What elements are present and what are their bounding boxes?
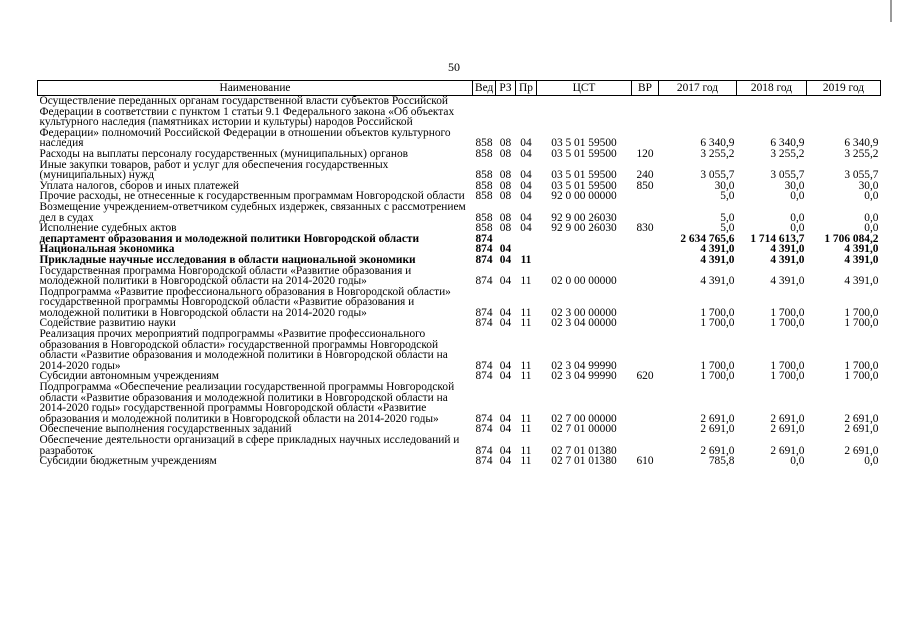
row-2018-value: 1 700,0	[770, 370, 805, 383]
row-ved: 874	[475, 275, 493, 288]
row-2018-value: 6 340,9	[770, 137, 805, 150]
row-pr: 11	[520, 423, 532, 436]
row-ved: 858	[475, 190, 493, 203]
row-cst: 02 7 01 01380	[551, 444, 617, 457]
row-ved: 858	[475, 222, 493, 235]
col-vr-header: ВР	[632, 81, 659, 96]
table-row	[38, 456, 881, 467]
row-cst: 03 5 01 59500	[551, 137, 617, 150]
row-2019-value: 0,0	[864, 455, 879, 468]
row-vr	[632, 424, 659, 435]
row-rz: 08	[499, 222, 512, 235]
row-2019-value: 3 055,7	[844, 169, 879, 182]
row-cst: 02 3 00 00000	[551, 306, 617, 319]
row-2017-value: 30,0	[714, 179, 735, 192]
row-rz: 04	[499, 317, 512, 330]
row-ved: 874	[475, 306, 493, 319]
row-name: Исполнение судебных актов	[39, 222, 177, 235]
row-vr	[632, 96, 659, 149]
col-2018-header: 2018 год	[737, 81, 807, 96]
row-2017-value: 4 391,0	[700, 253, 735, 266]
row-name: Уплата налогов, сборов и иных платежей	[39, 179, 239, 192]
row-2017-value: 5,0	[720, 211, 735, 224]
row-vr	[632, 202, 659, 223]
row-ved: 858	[475, 169, 493, 182]
page-number: 50	[448, 60, 460, 74]
row-2017-value: 1 700,0	[700, 370, 735, 383]
row-2017-value: 3 255,2	[700, 147, 735, 160]
row-rz: 04	[499, 359, 512, 372]
row-rz: 04	[499, 253, 512, 266]
row-name: Государственная программа Новгородской области «Развитие образования и молодежной политики в Новгородской области на 2014-2020 годы»	[39, 264, 412, 288]
row-pr: 04	[520, 137, 532, 150]
row-2017-value: 3 055,7	[700, 169, 735, 182]
row-pr: 11	[520, 359, 532, 372]
row-rz: 04	[499, 412, 512, 425]
scan-edge-mark	[890, 0, 892, 22]
budget-table	[37, 80, 881, 467]
row-2018-value: 2 691,0	[770, 444, 805, 457]
row-2017-value: 2 634 765,6	[680, 232, 735, 245]
row-vr: 610	[636, 455, 654, 468]
row-2017-value: 1 700,0	[700, 359, 735, 372]
row-rz: 08	[499, 169, 512, 182]
row-vr	[632, 266, 659, 287]
row-ved: 874	[475, 253, 493, 266]
row-pr: 11	[520, 412, 532, 425]
row-pr: 11	[520, 317, 532, 330]
row-2018-value: 2 691,0	[770, 423, 805, 436]
row-cst: 02 7 00 00000	[551, 412, 617, 425]
row-2019-value: 1 706 084,2	[824, 232, 879, 245]
header-row	[38, 81, 881, 96]
row-name: Прочие расходы, не отнесенные к государственным программам Новгородской области	[39, 190, 465, 203]
row-2019-value: 2 691,0	[844, 412, 879, 425]
table-row	[38, 96, 881, 149]
row-pr: 04	[520, 179, 532, 192]
row-name: Субсидии автономным учреждениям	[39, 370, 219, 383]
row-ved: 858	[475, 137, 493, 150]
row-rz: 04	[499, 444, 512, 457]
row-ved: 874	[475, 455, 493, 468]
row-cst: 02 7 01 01380	[551, 455, 617, 468]
row-pr: 04	[520, 147, 532, 160]
row-2019-value: 3 255,2	[844, 147, 879, 160]
row-vr	[632, 435, 659, 456]
table-row	[38, 435, 881, 456]
row-2017-value: 785,8	[708, 455, 735, 468]
col-rz-header: РЗ	[496, 81, 516, 96]
row-ved: 874	[475, 359, 493, 372]
row-name: департамент образования и молодежной политики Новгородской области	[39, 232, 420, 245]
row-ved: 858	[475, 147, 493, 160]
row-2017-value: 2 691,0	[700, 423, 735, 436]
table-row	[38, 160, 881, 181]
row-pr: 11	[520, 275, 532, 288]
row-pr: 04	[520, 169, 532, 182]
row-2019-value: 0,0	[864, 190, 879, 203]
row-2018-value: 1 700,0	[770, 317, 805, 330]
row-2019-value: 4 391,0	[844, 275, 879, 288]
row-2019-value: 1 700,0	[844, 306, 879, 319]
row-vr	[632, 329, 659, 371]
row-name: Обеспечение выполнения государственных заданий	[39, 423, 292, 436]
row-cst: 02 7 01 00000	[551, 423, 617, 436]
row-2017-value: 6 340,9	[700, 137, 735, 150]
row-ved: 874	[475, 370, 493, 383]
row-ved: 858	[475, 211, 493, 224]
row-name: Осуществление переданных органам государственной власти субъектов Российской Федерации в соответствии с пунктом 1 статьи 9.1 Федерального закона «Об объектах культурного наследия (памятниках истории и культуры) народов Российской Федерации» полномочий Российской Федерации в отношении объектов культурного наследия	[39, 95, 455, 150]
row-pr: 11	[520, 455, 532, 468]
row-2019-value: 6 340,9	[844, 137, 879, 150]
row-name: Реализация прочих мероприятий подпрограммы «Развитие профессионального образования в Новгородской области» государственной программы Новгородской области «Развитие образования и молодежной политики в Новгородской области на 2014-2020 годы»	[39, 328, 448, 372]
row-2017-value: 2 691,0	[700, 444, 735, 457]
row-2018-value: 0,0	[790, 455, 805, 468]
row-ved: 874	[475, 232, 493, 245]
row-vr: 240	[636, 169, 654, 182]
row-pr: 11	[520, 370, 532, 383]
row-vr	[632, 191, 659, 202]
row-rz: 04	[499, 306, 512, 319]
table-row	[38, 382, 881, 424]
row-name: Подпрограмма «Развитие профессионального образования в Новгородской области» государственной программы Новгородской области «Развитие образования и молодежной политики в Новгородской области на 2014-2020 годы»	[39, 285, 451, 319]
row-cst	[537, 255, 632, 266]
row-name: Возмещение учреждением-ответчиком судебных издержек, связанных с рассмотрением дел в судах	[39, 200, 466, 224]
row-2019-value: 2 691,0	[844, 444, 879, 457]
row-rz: 08	[499, 137, 512, 150]
table-row	[38, 255, 881, 266]
row-rz: 08	[499, 190, 512, 203]
row-cst: 03 5 01 59500	[551, 169, 617, 182]
row-2018-value: 3 255,2	[770, 147, 805, 160]
row-2018-value: 3 055,7	[770, 169, 805, 182]
row-name: Иные закупки товаров, работ и услуг для обеспечения государственных (муниципальных) нужд	[39, 158, 389, 182]
row-2019-value: 1 700,0	[844, 359, 879, 372]
row-cst: 02 3 04 99990	[551, 359, 617, 372]
col-cst-header: ЦСТ	[537, 81, 632, 96]
row-name: Содействие развитию науки	[39, 317, 176, 330]
row-cst: 03 5 01 59500	[551, 147, 617, 160]
row-2019-value: 2 691,0	[844, 423, 879, 436]
row-ved: 874	[475, 412, 493, 425]
col-2019-header: 2019 год	[807, 81, 881, 96]
table-header	[38, 81, 881, 96]
row-ved: 874	[475, 317, 493, 330]
row-pr: 04	[520, 211, 532, 224]
row-2019-value: 1 700,0	[844, 370, 879, 383]
row-2017-value: 5,0	[720, 222, 735, 235]
row-rz: 04	[499, 455, 512, 468]
table-body	[38, 96, 881, 467]
row-ved: 858	[475, 179, 493, 192]
table-row	[38, 202, 881, 223]
row-vr	[632, 318, 659, 329]
row-name: Обеспечение деятельности организаций в сфере прикладных научных исследований и разработок	[39, 434, 460, 457]
row-2017-value: 5,0	[720, 190, 735, 203]
row-2018-value: 4 391,0	[770, 243, 805, 256]
row-cst: 02 3 04 00000	[551, 317, 617, 330]
row-rz: 08	[499, 179, 512, 192]
row-pr: 04	[520, 190, 532, 203]
table-row	[38, 149, 881, 160]
row-2018-value: 4 391,0	[770, 275, 805, 288]
row-pr: 11	[520, 253, 532, 266]
row-pr: 04	[520, 222, 532, 235]
row-name: Прикладные научные исследования в области национальной экономики	[39, 253, 416, 266]
row-2017-value: 2 691,0	[700, 412, 735, 425]
col-name-header: Наименование	[38, 81, 473, 96]
row-2019-value: 4 391,0	[844, 243, 879, 256]
row-rz: 04	[499, 243, 512, 256]
row-rz: 04	[499, 423, 512, 436]
row-cst: 02 3 04 99990	[551, 370, 617, 383]
row-rz: 04	[499, 275, 512, 288]
row-vr: 830	[636, 222, 654, 235]
row-cst: 92 9 00 26030	[551, 211, 617, 224]
row-2018-value: 1 714 613,7	[750, 232, 805, 245]
col-2017-header: 2017 год	[659, 81, 737, 96]
row-2019-value: 1 700,0	[844, 317, 879, 330]
row-2018-value: 1 700,0	[770, 306, 805, 319]
row-cst	[537, 234, 632, 245]
row-2019-value: 0,0	[864, 222, 879, 235]
row-pr: 11	[520, 444, 532, 457]
row-cst	[537, 244, 632, 255]
row-pr: 11	[520, 306, 532, 319]
row-rz: 08	[499, 147, 512, 160]
row-pr	[516, 234, 537, 245]
table-row	[38, 266, 881, 287]
row-vr	[632, 255, 659, 266]
row-name: Расходы на выплаты персоналу государственных (муниципальных) органов	[39, 147, 409, 160]
row-2018-value: 0,0	[790, 222, 805, 235]
row-ved: 874	[475, 423, 493, 436]
row-2017-value: 4 391,0	[700, 243, 735, 256]
row-cst: 02 0 00 00000	[551, 275, 617, 288]
row-vr	[632, 244, 659, 255]
row-vr	[632, 382, 659, 424]
row-rz: 04	[499, 370, 512, 383]
col-ved-header: Вед	[473, 81, 496, 96]
row-vr	[632, 287, 659, 319]
row-name: Национальная экономика	[39, 243, 175, 256]
row-2019-value: 4 391,0	[844, 253, 879, 266]
row-2018-value: 4 391,0	[770, 253, 805, 266]
row-2018-value: 2 691,0	[770, 412, 805, 425]
row-cst: 92 9 00 26030	[551, 222, 617, 235]
row-2018-value: 0,0	[790, 211, 805, 224]
row-cst: 03 5 01 59500	[551, 179, 617, 192]
row-rz: 08	[499, 211, 512, 224]
row-name: Подпрограмма «Обеспечение реализации государственной программы Новгородской области «Развитие образования и молодежной политики в Новгородской области на 2014-2020 годы» государственной программы Новгородской области «Развитие образования и молодежной политики в Новгородской области на 2014-2020 годы»	[39, 381, 455, 425]
row-2019-value: 30,0	[858, 179, 879, 192]
row-2017-value: 1 700,0	[700, 306, 735, 319]
col-pr-header: Пр	[516, 81, 537, 96]
row-2018-value: 30,0	[784, 179, 805, 192]
row-ved: 874	[475, 444, 493, 457]
table-row	[38, 329, 881, 371]
table-row	[38, 287, 881, 319]
row-cst: 92 0 00 00000	[551, 190, 617, 203]
row-vr	[632, 234, 659, 245]
row-2017-value: 1 700,0	[700, 317, 735, 330]
row-2018-value: 1 700,0	[770, 359, 805, 372]
row-ved: 874	[475, 243, 493, 256]
row-2018-value: 0,0	[790, 190, 805, 203]
row-vr: 120	[636, 147, 654, 160]
row-name: Субсидии бюджетным учреждениям	[39, 455, 217, 468]
row-vr: 620	[636, 370, 654, 383]
row-2017-value: 4 391,0	[700, 275, 735, 288]
row-vr: 850	[636, 179, 654, 192]
row-2019-value: 0,0	[864, 211, 879, 224]
